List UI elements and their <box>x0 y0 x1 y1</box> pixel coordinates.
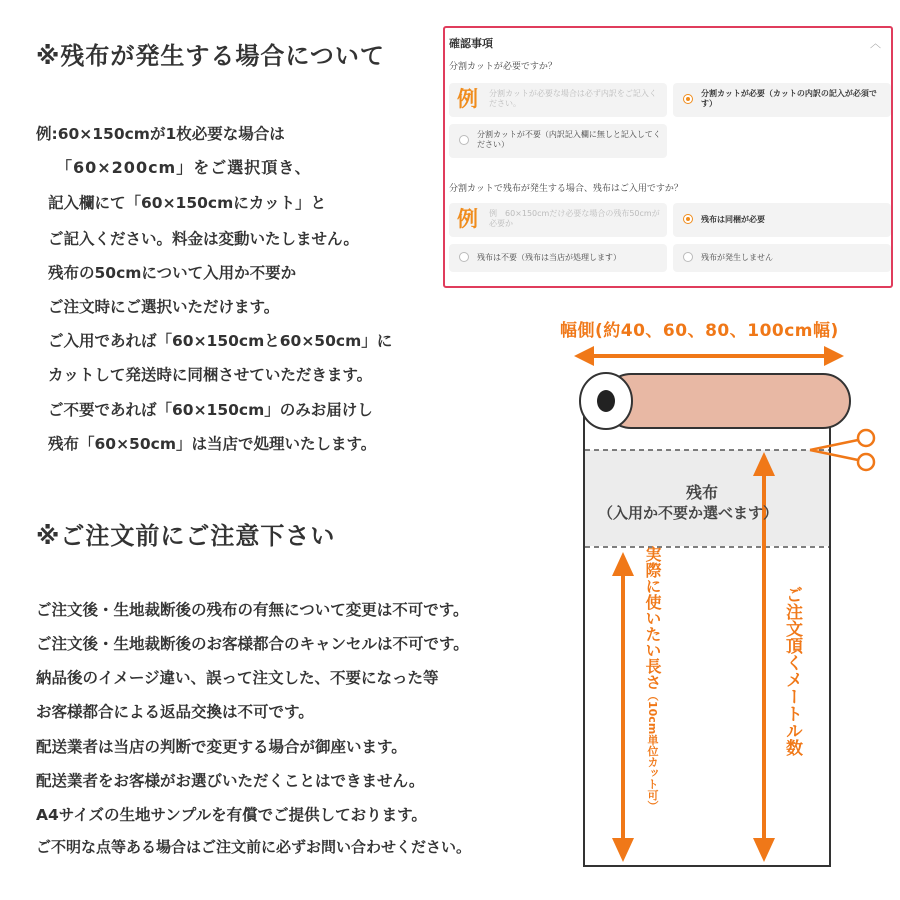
fabric-roll-diagram <box>560 310 890 870</box>
actual-length-note: （10cm単位カット可） <box>646 690 659 812</box>
example-mark: 例 <box>457 87 478 111</box>
remnant-line-4: ご記入ください。料金は変動いたしません。 <box>48 230 359 248</box>
actual-length-label <box>642 546 662 811</box>
radio-icon[interactable] <box>459 252 469 262</box>
caution-line-4: お客様都合による返品交換は不可です。 <box>36 703 314 721</box>
confirm-panel <box>443 26 893 288</box>
ordered-length-label: ご注文頂くメートル数 <box>782 586 802 756</box>
actual-length-text: 実際に使いたい長さ <box>643 546 662 690</box>
remnant-title: 残布 <box>686 483 719 502</box>
width-label: 幅側(約40、60、80、100cm幅) <box>560 321 839 341</box>
option-no-remnant[interactable] <box>673 244 891 272</box>
remnant-line-2: 「60×200cm」をご選択頂き、 <box>56 158 312 177</box>
radio-icon[interactable] <box>459 135 469 145</box>
caution-line-7: A4サイズの生地サンプルを有償でご提供しております。 <box>36 806 427 824</box>
question-split-cut: 分割カットが必要ですか？ <box>449 62 557 72</box>
roll-core <box>597 390 615 412</box>
example-remnant <box>449 203 667 237</box>
option-remnant-unneeded[interactable] <box>449 244 667 272</box>
remnant-line-9: ご不要であれば「60×150cm」のみお届けし <box>48 401 373 419</box>
remnant-line-6: ご注文時にご選択いただけます。 <box>48 298 280 316</box>
example-split-cut <box>449 83 667 117</box>
option-label: 残布は同梱が必要 <box>701 215 765 224</box>
question-remnant: 分割カットで残布が発生する場合、残布はご入用ですか？ <box>449 184 683 194</box>
chevron-up-icon[interactable]: ︿ <box>870 37 881 50</box>
caution-line-1: ご注文後・生地裁断後の残布の有無について変更は不可です。 <box>36 601 469 619</box>
example-mark: 例 <box>457 207 478 231</box>
option-label: 残布が発生しません <box>701 253 773 262</box>
panel-title: 確認事項 <box>449 37 493 50</box>
radio-selected-icon[interactable] <box>683 214 693 224</box>
example-split-cut-text: 分割カットが必要な場合は必ず内訳をご記入ください。 <box>489 89 657 108</box>
remnant-line-10: 残布「60×50cm」は当店で処理いたします。 <box>48 435 377 453</box>
caution-line-8: ご不明な点等ある場合はご注文前に必ずお問い合わせください。 <box>36 838 472 856</box>
radio-selected-icon[interactable] <box>683 94 693 104</box>
option-split-cut-not-required[interactable] <box>449 124 667 158</box>
example-remnant-text: 例 60×150cmだけ必要な場合の残布50cmが必要か <box>489 209 660 228</box>
remnant-line-7: ご入用であれば「60×150cmと60×50cm」に <box>48 332 393 350</box>
option-split-cut-required[interactable] <box>673 83 891 117</box>
remnant-line-3: 記入欄にて「60×150cmにカット」と <box>48 194 327 212</box>
caution-line-6: 配送業者をお客様がお選びいただくことはできません。 <box>36 772 425 790</box>
heading-caution: ※ご注文前にご注意下さい <box>36 522 336 550</box>
remnant-subtitle: （入用か不要か選べます） <box>598 504 779 522</box>
width-arrow-icon <box>574 346 844 366</box>
option-label: 分割カットが必要（カットの内訳の記入が必須です） <box>701 89 877 108</box>
remnant-line-8: カットして発送時に同梱させていただきます。 <box>48 366 373 384</box>
remnant-line-5: 残布の50cmについて入用か不要か <box>48 264 297 282</box>
option-label: 残布は不要（残布は当店が処理します） <box>477 253 621 262</box>
roll-body <box>604 374 850 428</box>
option-remnant-bundle[interactable] <box>673 203 891 237</box>
caution-line-5: 配送業者は当店の判断で変更する場合が御座います。 <box>36 738 407 756</box>
option-label: 分割カットが不要（内訳記入欄に無しと記入してください） <box>477 130 661 149</box>
caution-line-3: 納品後のイメージ違い、誤って注文した、不要になった等 <box>36 669 439 687</box>
roll-drawing <box>560 310 890 870</box>
caution-line-2: ご注文後・生地裁断後のお客様都合のキャンセルは不可です。 <box>36 635 469 653</box>
heading-remnant: ※残布が発生する場合について <box>36 42 385 70</box>
radio-icon[interactable] <box>683 252 693 262</box>
remnant-line-1: 例:60×150cmが1枚必要な場合は <box>36 125 285 143</box>
